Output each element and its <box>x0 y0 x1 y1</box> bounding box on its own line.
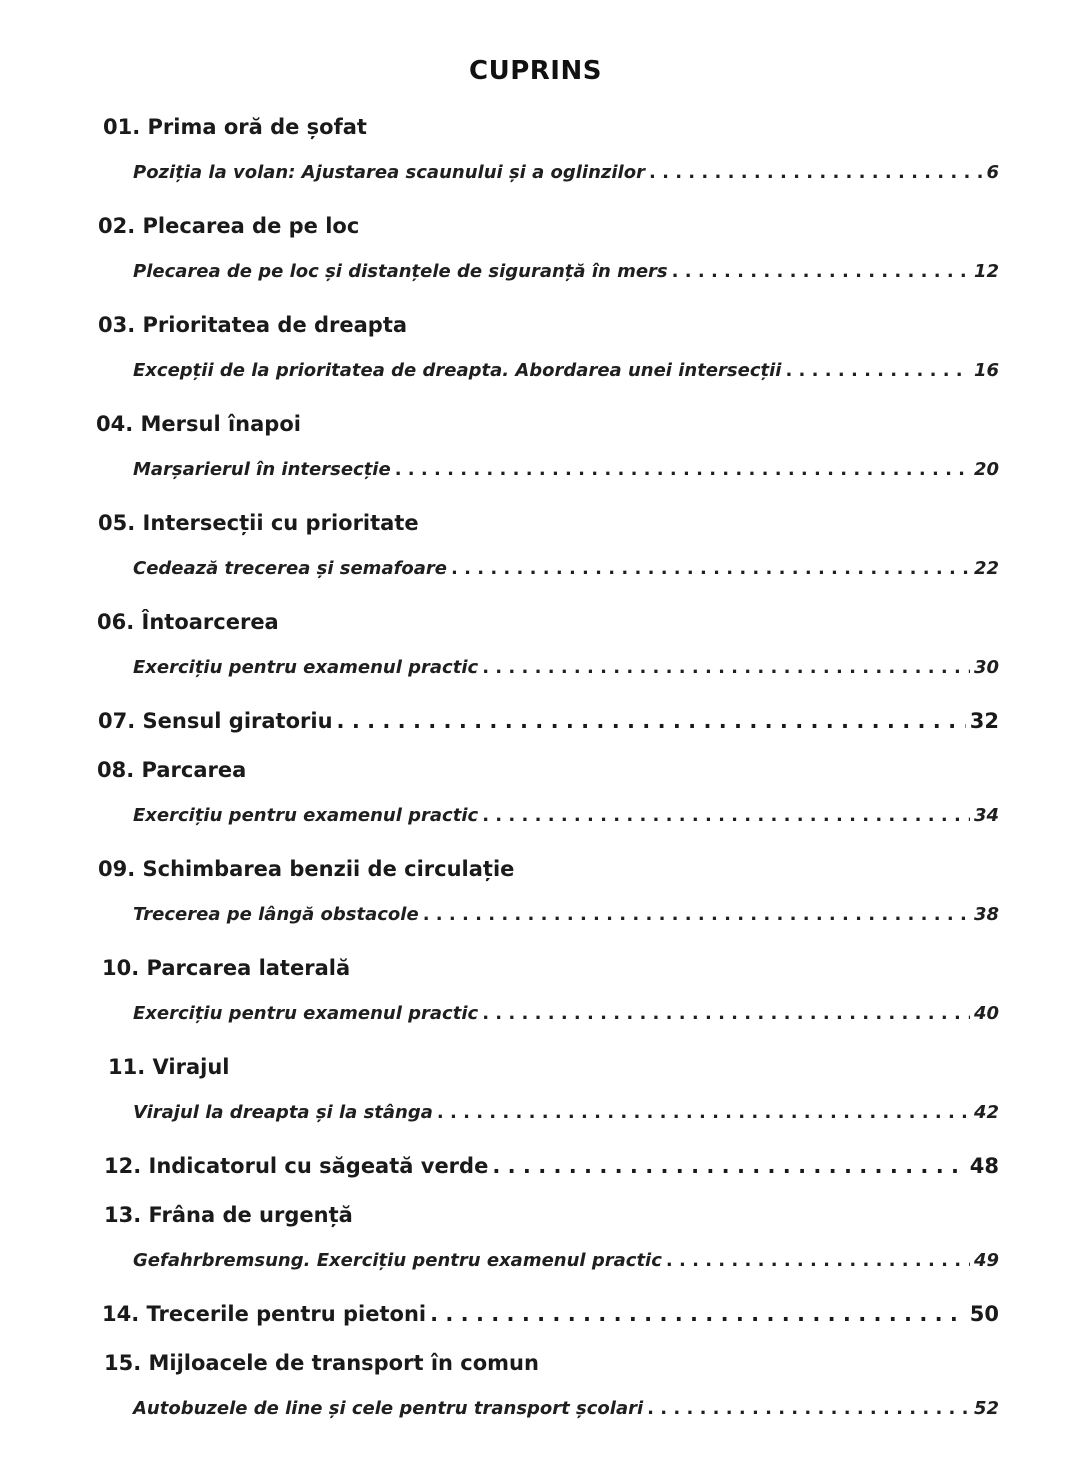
chapter-title: 12. Indicatorul cu săgeată verde <box>104 1154 489 1178</box>
chapter-title: 05. Intersecții cu prioritate <box>98 511 419 535</box>
page-title: CUPRINS <box>469 56 602 86</box>
toc-chapter <box>108 1055 229 1079</box>
chapter-title: 07. Sensul giratoriu <box>98 709 333 733</box>
toc-subentry <box>133 1003 999 1024</box>
page-number: 30 <box>973 657 999 678</box>
toc-chapter <box>98 511 419 535</box>
chapter-title: 08. Parcarea <box>97 758 247 782</box>
chapter-title: 13. Frâna de urgență <box>104 1203 353 1227</box>
dot-leader <box>672 261 970 282</box>
dot-leader <box>437 1102 970 1123</box>
dot-leader <box>451 558 970 579</box>
toc-subentry <box>133 1102 999 1123</box>
toc-chapter <box>104 1154 999 1178</box>
page-number: 52 <box>973 1398 999 1419</box>
chapter-title: 14. Trecerile pentru pietoni <box>102 1302 427 1326</box>
toc-chapter <box>102 956 350 980</box>
dot-leader <box>649 162 982 183</box>
toc-chapter <box>102 1302 999 1326</box>
toc-subentry <box>133 904 999 925</box>
subentry-title: Virajul la dreapta și la stânga <box>133 1102 433 1123</box>
subentry-title: Plecarea de pe loc și distanțele de siguranță în mers <box>133 261 668 282</box>
dot-leader <box>666 1250 970 1271</box>
toc-chapter <box>98 214 359 238</box>
dot-leader <box>430 1302 966 1326</box>
toc-chapter <box>98 709 999 733</box>
toc-subentry <box>133 459 999 480</box>
subentry-title: Excepții de la prioritatea de dreapta. Abordarea unei intersecții <box>133 360 782 381</box>
toc-subentry <box>133 805 999 826</box>
subentry-title: Exercițiu pentru examenul practic <box>133 657 479 678</box>
dot-leader <box>785 360 970 381</box>
page-number: 32 <box>969 709 999 733</box>
subentry-title: Marșarierul în intersecție <box>133 459 391 480</box>
page-number: 50 <box>969 1302 999 1326</box>
subentry-title: Exercițiu pentru examenul practic <box>133 805 479 826</box>
toc-chapter <box>97 758 246 782</box>
toc-chapter <box>96 412 301 436</box>
page-number: 16 <box>973 360 999 381</box>
toc-chapter <box>97 610 279 634</box>
toc-chapter <box>103 115 367 139</box>
page-number: 22 <box>973 558 999 579</box>
toc-subentry <box>133 1398 999 1419</box>
dot-leader <box>423 904 970 925</box>
dot-leader <box>337 709 966 733</box>
dot-leader <box>492 1154 965 1178</box>
toc-subentry <box>133 360 999 381</box>
page-number: 49 <box>973 1250 999 1271</box>
chapter-title: 02. Plecarea de pe loc <box>98 214 360 238</box>
subentry-title: Cedează trecerea și semafoare <box>133 558 448 579</box>
page-number: 38 <box>973 904 999 925</box>
subentry-title: Gefahrbremsung. Exercițiu pentru examenul practic <box>133 1250 662 1271</box>
toc-chapter <box>98 313 407 337</box>
chapter-title: 09. Schimbarea benzii de circulație <box>98 857 515 881</box>
toc-subentry <box>133 261 999 282</box>
dot-leader <box>482 657 970 678</box>
toc-subentry <box>133 657 999 678</box>
dot-leader <box>647 1398 970 1419</box>
chapter-title: 03. Prioritatea de dreapta <box>98 313 408 337</box>
dot-leader <box>395 459 970 480</box>
page-number: 34 <box>973 805 999 826</box>
subentry-title: Poziția la volan: Ajustarea scaunului și a oglinzilor <box>133 162 645 183</box>
chapter-title: 04. Mersul înapoi <box>96 412 301 436</box>
page-number: 40 <box>973 1003 999 1024</box>
toc-subentry <box>133 558 999 579</box>
subentry-title: Exercițiu pentru examenul practic <box>133 1003 479 1024</box>
page-number: 6 <box>986 162 999 183</box>
subentry-title: Autobuzele de line și cele pentru transport școlari <box>133 1398 644 1419</box>
page-number: 42 <box>973 1102 999 1123</box>
toc-chapter <box>104 1203 353 1227</box>
toc-subentry <box>133 162 999 183</box>
chapter-title: 11. Virajul <box>108 1055 230 1079</box>
chapter-title: 15. Mijloacele de transport în comun <box>104 1351 539 1375</box>
toc-chapter <box>98 857 514 881</box>
chapter-title: 10. Parcarea laterală <box>102 956 351 980</box>
page-number: 48 <box>969 1154 999 1178</box>
dot-leader <box>482 1003 970 1024</box>
chapter-title: 06. Întoarcerea <box>97 610 279 634</box>
page-number: 12 <box>973 261 999 282</box>
dot-leader <box>482 805 970 826</box>
toc-chapter <box>104 1351 539 1375</box>
chapter-title: 01. Prima oră de șofat <box>103 115 367 139</box>
toc-subentry <box>133 1250 999 1271</box>
page-number: 20 <box>973 459 999 480</box>
subentry-title: Trecerea pe lângă obstacole <box>133 904 419 925</box>
